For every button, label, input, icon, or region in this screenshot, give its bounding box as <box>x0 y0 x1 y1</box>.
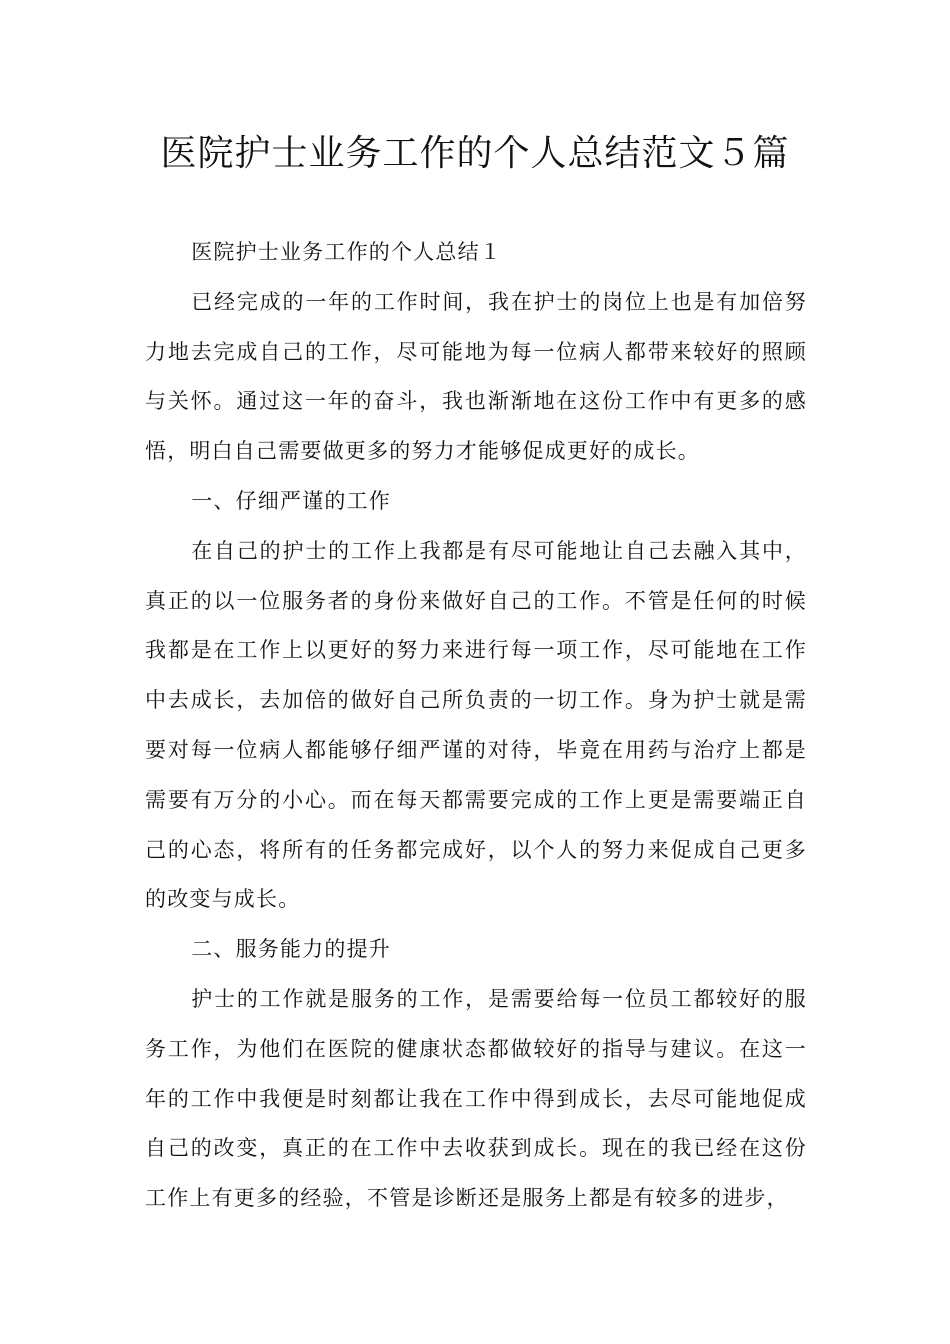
paragraph-careful-work: 在自己的护士的工作上我都是有尽可能地让自己去融入其中，真正的以一位服务者的身份来做好自己的工作。不管是任何的时候我都是在工作上以更好的努力来进行每一项工作，尽可能地在工作中去成长，去加倍的做好自己所负责的一切工作。身为护士就是需要对每一位病人都能够仔细严谨的对待，毕竟在用药与治疗上都是需要有万分的小心。而在每天都需要完成的工作上更是需要端正自己的心态，将所有的任务都完成好，以个人的努力来促成自己更多的改变与成长。 <box>145 538 807 912</box>
paragraph-service-ability: 护士的工作就是服务的工作，是需要给每一位员工都较好的服务工作，为他们在医院的健康状态都做较好的指导与建议。在这一年的工作中我便是时刻都让我在工作中得到成长，去尽可能地促成自己的改变，真正的在工作中去收获到成长。现在的我已经在这份工作上有更多的经验，不管是诊断还是服务上都是有较多的进步， <box>145 986 807 1211</box>
document-body <box>145 228 807 1224</box>
paragraph-intro: 已经完成的一年的工作时间，我在护士的岗位上也是有加倍努力地去完成自己的工作，尽可能地为每一位病人都带来较好的照顾与关怀。通过这一年的奋斗，我也渐渐地在这份工作中有更多的感悟，明白自己需要做更多的努力才能够促成更好的成长。 <box>145 289 807 464</box>
section-heading-careful-work: 一、仔细严谨的工作 <box>191 488 391 513</box>
section-heading-service-ability: 二、服务能力的提升 <box>191 937 391 962</box>
document-title: 医院护士业务工作的个人总结范文５篇 <box>160 133 790 174</box>
section-heading-summary-1: 医院护士业务工作的个人总结１ <box>191 240 502 264</box>
